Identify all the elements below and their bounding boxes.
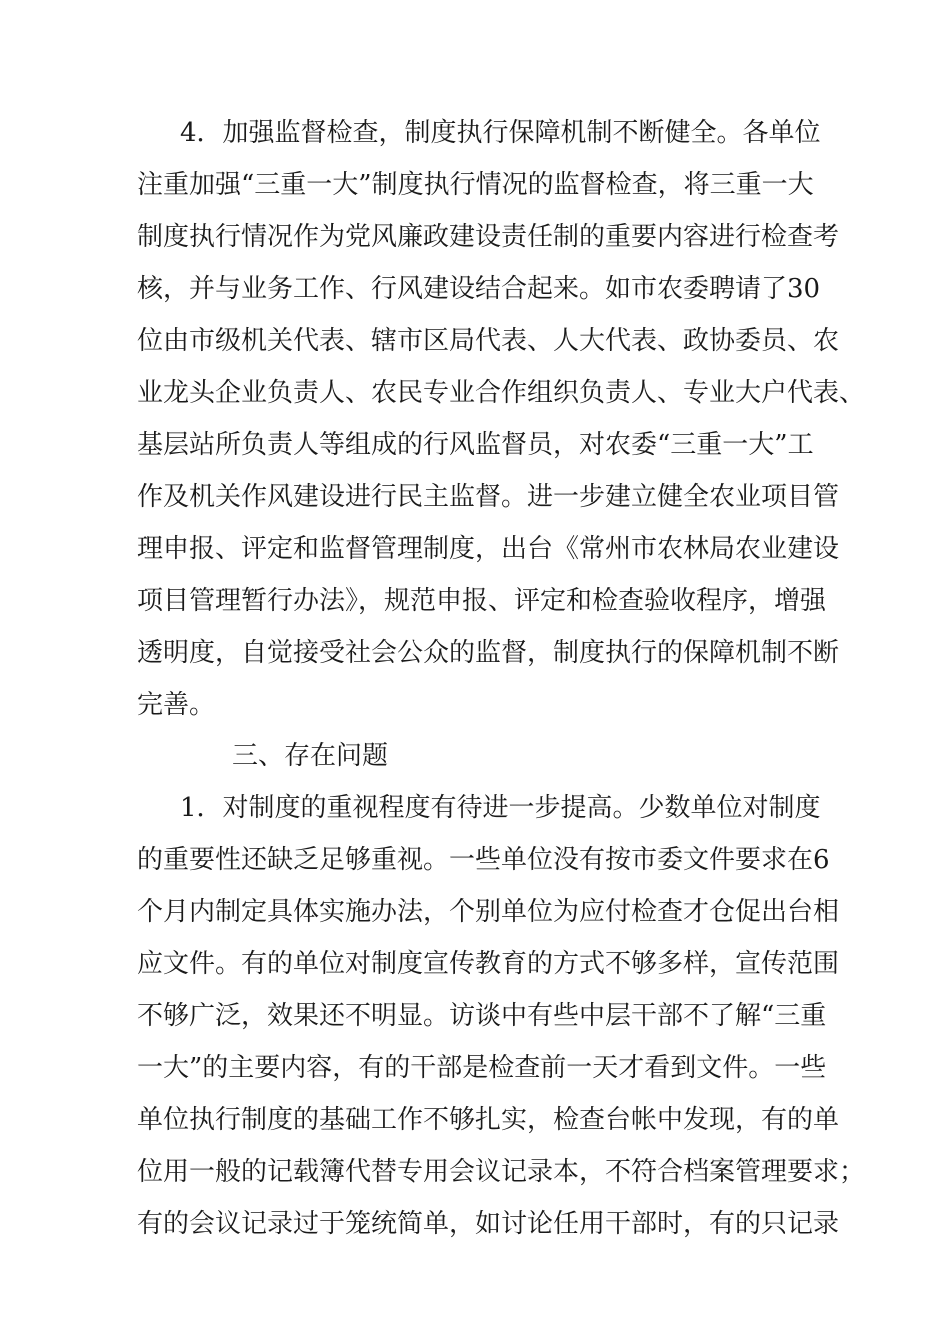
text-line: 位用一般的记载簿代替专用会议记录本，不符合档案管理要求； — [137, 1157, 866, 1187]
text-line: 一大”的主要内容，有的干部是检查前一天才看到文件。一些 — [137, 1053, 827, 1083]
text-line: 制度执行情况作为党风廉政建设责任制的重要内容进行检查考 — [137, 222, 840, 252]
text-line: 基层站所负责人等组成的行风监督员，对农委“三重一大”工 — [137, 430, 814, 460]
section-heading: 三、存在问题 — [232, 741, 389, 771]
text-line: 单位执行制度的基础工作不够扎实，检查台帐中发现，有的单 — [137, 1105, 840, 1135]
text-line: 位由市级机关代表、辖市区局代表、人大代表、政协委员、农 — [137, 326, 840, 356]
text-line: 应文件。有的单位对制度宣传教育的方式不够多样，宣传范围 — [137, 949, 840, 979]
text-line: 1．对制度的重视程度有待进一步提高。少数单位对制度 — [180, 793, 821, 823]
text-line: 理申报、评定和监督管理制度，出台《常州市农林局农业建设 — [137, 534, 840, 564]
text-line: 的重要性还缺乏足够重视。一些单位没有按市委文件要求在6 — [137, 845, 830, 875]
text-line: 不够广泛，效果还不明显。访谈中有些中层干部不了解“三重 — [137, 1001, 827, 1031]
text-line: 核，并与业务工作、行风建设结合起来。如市农委聘请了30 — [137, 274, 821, 304]
text-line: 个月内制定具体实施办法，个别单位为应付检查才仓促出台相 — [137, 897, 840, 927]
text-line: 透明度，自觉接受社会公众的监督，制度执行的保障机制不断 — [137, 638, 840, 668]
text-line: 项目管理暂行办法》，规范申报、评定和检查验收程序，增强 — [137, 586, 827, 616]
text-line: 注重加强“三重一大”制度执行情况的监督检查，将三重一大 — [137, 170, 814, 200]
text-line: 完善。 — [137, 690, 216, 720]
text-line: 有的会议记录过于笼统简单，如讨论任用干部时，有的只记录 — [137, 1209, 840, 1239]
text-line: 作及机关作风建设进行民主监督。进一步建立健全农业项目管 — [137, 482, 840, 512]
text-line: 业龙头企业负责人、农民专业合作组织负责人、专业大户代表、 — [137, 378, 866, 408]
text-line: 4．加强监督检查，制度执行保障机制不断健全。各单位 — [180, 118, 821, 148]
